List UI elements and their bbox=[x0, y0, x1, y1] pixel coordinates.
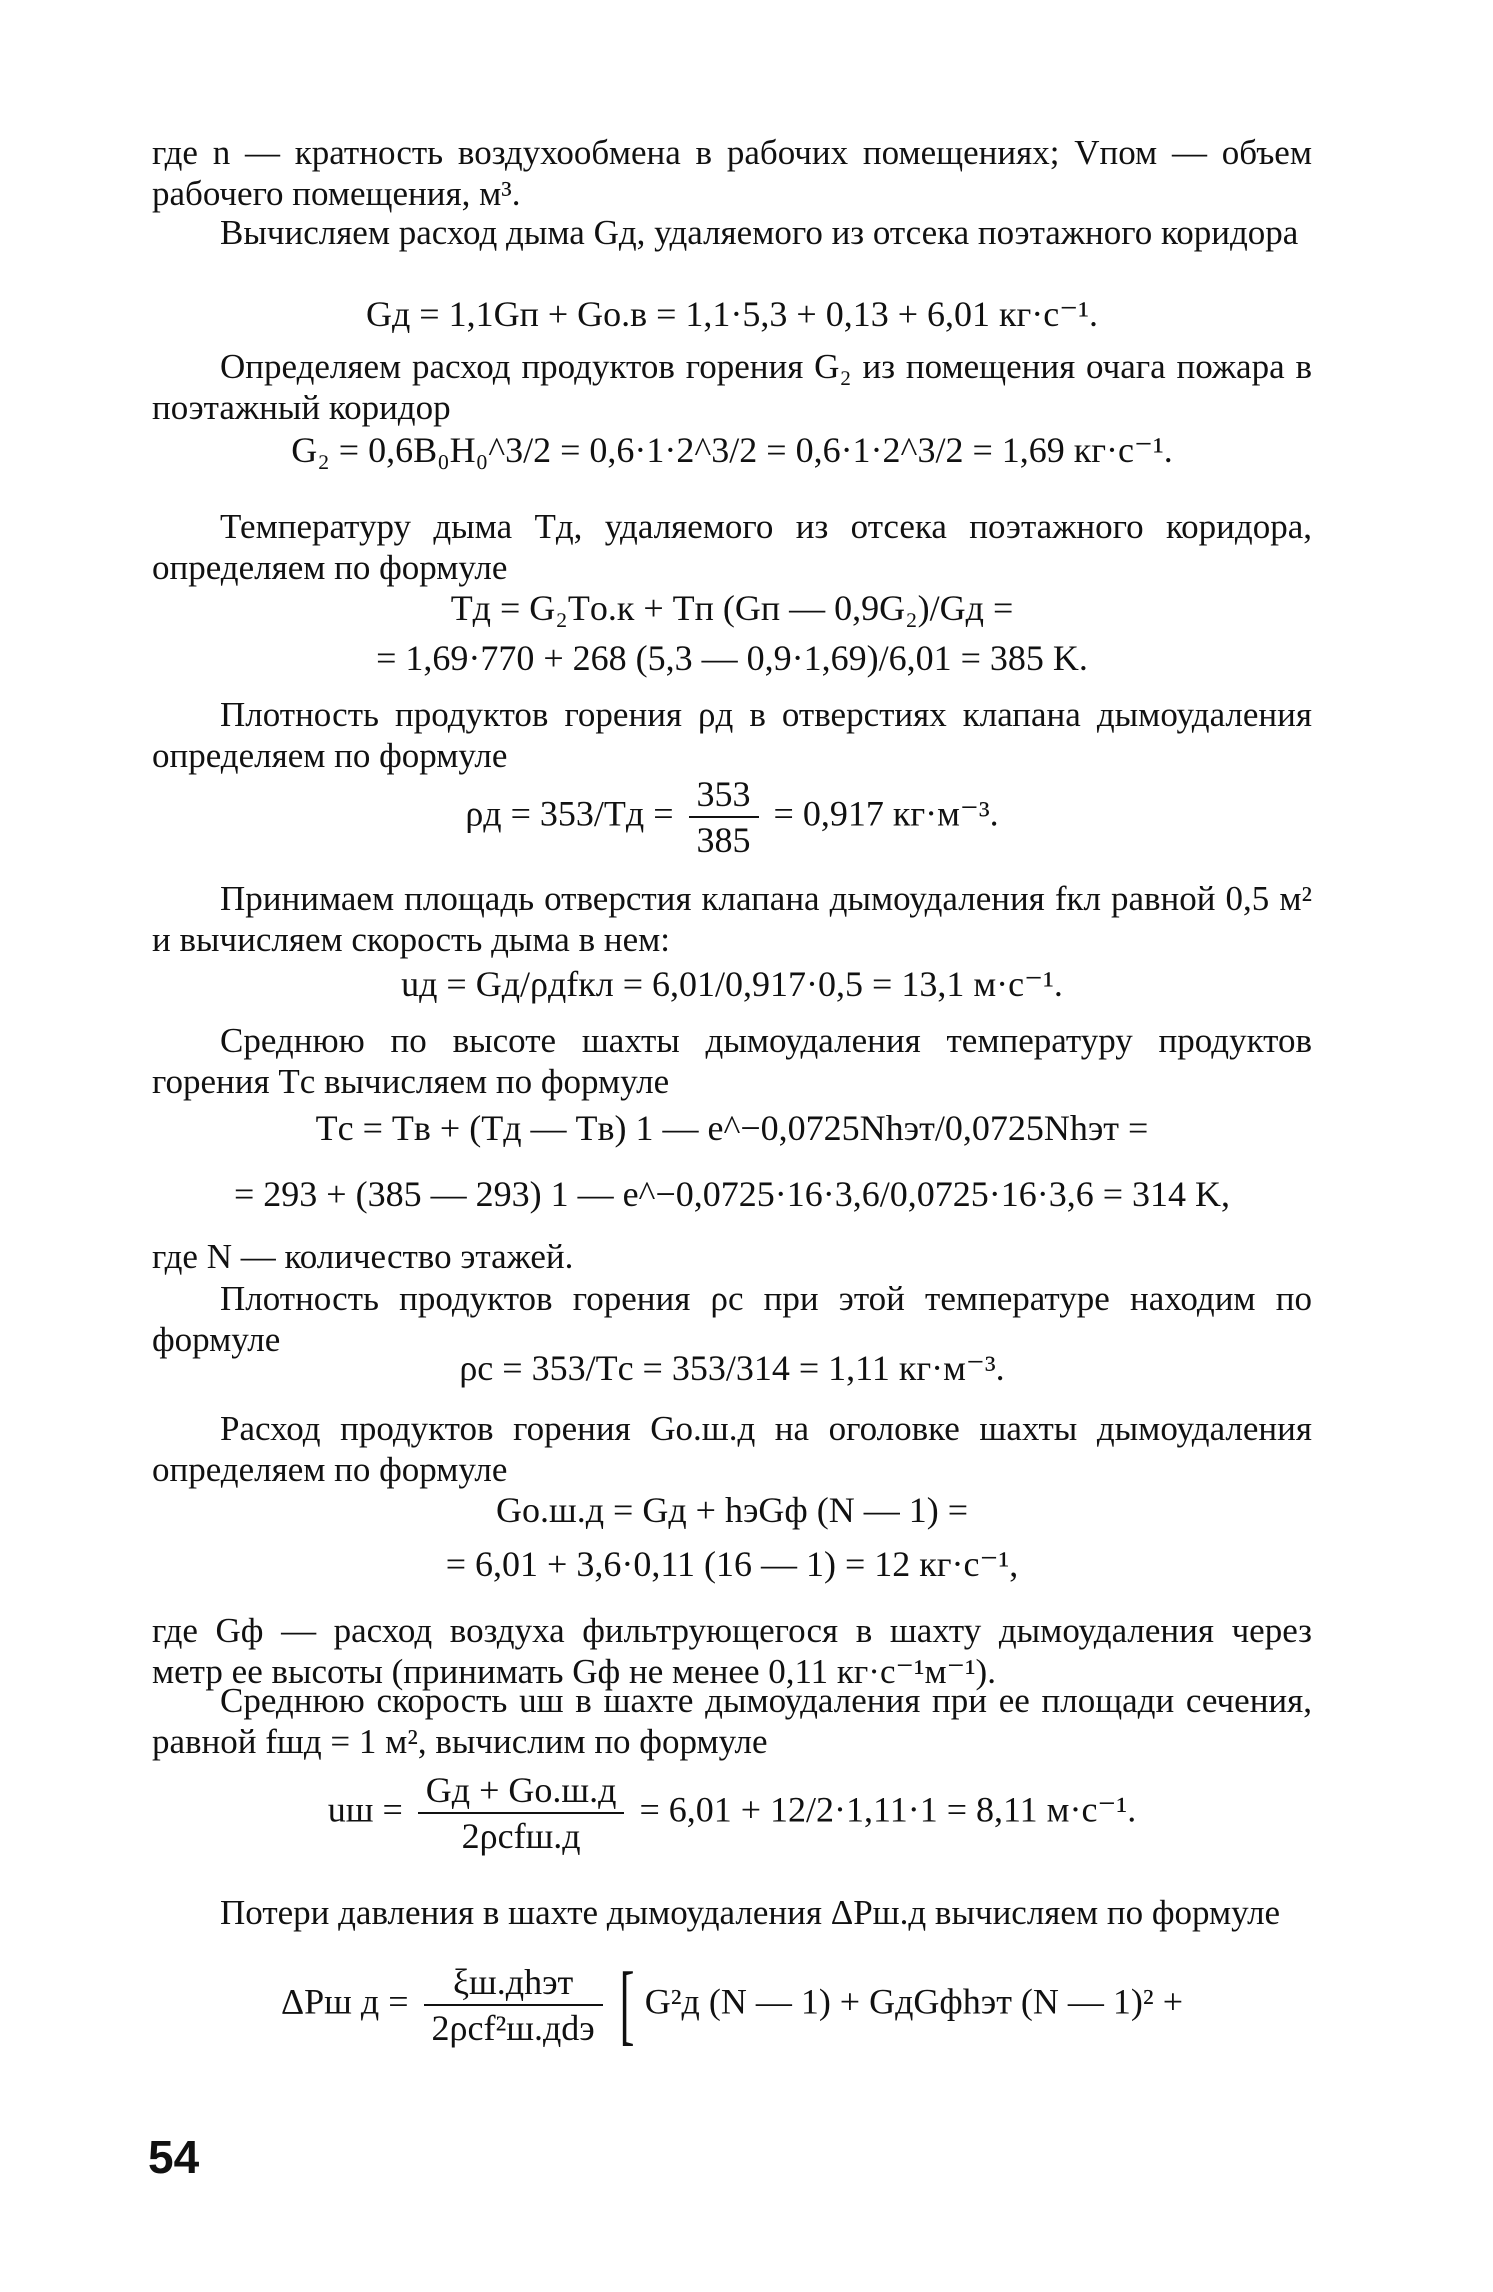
paragraph-9: Плотность продуктов горения ρс при этой температуре находим по формуле bbox=[152, 1279, 1312, 1359]
eq9-fraction bbox=[418, 1770, 625, 1856]
eq10-left: ΔPш д = bbox=[281, 1981, 409, 2022]
left-bracket: [ bbox=[619, 1955, 635, 2054]
paragraph-4: Температуру дыма Tд, удаляемого из отсека поэтажного коридора, определяем по формуле bbox=[152, 507, 1312, 587]
equation-pressure-loss bbox=[152, 1955, 1312, 2054]
equation-shaft-flow-a: Gо.ш.д = Gд + hэGф (N — 1) = bbox=[495, 1490, 968, 1530]
page-number: 54 bbox=[148, 2131, 200, 2183]
eq9-numerator: Gд + Gо.ш.д bbox=[418, 1770, 625, 1814]
paragraph-2: Вычисляем расход дыма Gд, удаляемого из отсека поэтажного коридора bbox=[220, 213, 1299, 252]
eq9-left: uш = bbox=[327, 1789, 403, 1830]
equation-smoke-velocity: uд = Gд/ρдfкл = 6,01/0,917·0,5 = 13,1 м·с⁻¹. bbox=[401, 964, 1063, 1004]
equation-smoke-density bbox=[152, 774, 1312, 860]
equation-shaft-density: ρс = 353/Tс = 353/314 = 1,11 кг·м⁻³. bbox=[459, 1348, 1005, 1388]
paragraph-11: где Gф — расход воздуха фильтрующегося в шахту дымоудаления через метр ее высоты (принимать Gф не менее 0,11 кг·с⁻¹м⁻¹). bbox=[152, 1611, 1312, 1691]
paragraph-5: Плотность продуктов горения ρд в отверстиях клапана дымоудаления определяем по формуле bbox=[152, 695, 1312, 775]
equation-shaft-velocity bbox=[152, 1770, 1312, 1856]
paragraph-3: Определяем расход продуктов горения G₂ из помещения очага пожара в поэтажный коридор bbox=[152, 347, 1312, 427]
eq10-denominator: 2ρсf²ш.дdэ bbox=[431, 2008, 595, 2048]
equation-mean-temp-a: Tс = Tв + (Tд — Tв) 1 — e^−0,0725Nhэт/0,0725Nhэт = bbox=[315, 1108, 1149, 1148]
eq9-denominator: 2ρсfш.д bbox=[461, 1816, 581, 1856]
eq10-right: G²д (N — 1) + GдGфhэт (N — 1)² + bbox=[644, 1981, 1183, 2022]
equation-smoke-flow: Gд = 1,1Gп + Gо.в = 1,1·5,3 + 0,13 + 6,01 кг·с⁻¹. bbox=[365, 294, 1099, 334]
eq10-fraction bbox=[424, 1962, 603, 2048]
equation-mean-temp-b: = 293 + (385 — 293) 1 — e^−0,0725·16·3,6/0,0725·16·3,6 = 314 K, bbox=[233, 1174, 1230, 1214]
eq4-numerator: 353 bbox=[689, 774, 759, 818]
eq4-right: = 0,917 кг·м⁻³. bbox=[773, 793, 999, 834]
eq4-left: ρд = 353/Tд = bbox=[465, 793, 674, 834]
paragraph-13: Потери давления в шахте дымоудаления ΔPш.д вычисляем по формуле bbox=[220, 1893, 1281, 1932]
equation-shaft-flow-b: = 6,01 + 3,6·0,11 (16 — 1) = 12 кг·с⁻¹, bbox=[445, 1544, 1019, 1584]
eq10-numerator: ξш.дhэт bbox=[424, 1962, 603, 2006]
equation-smoke-temp-b: = 1,69·770 + 268 (5,3 — 0,9·1,69)/6,01 = 385 K. bbox=[376, 638, 1088, 678]
eq9-right: = 6,01 + 12/2·1,11·1 = 8,11 м·с⁻¹. bbox=[639, 1789, 1137, 1830]
equation-combustion-flow: G₂ = 0,6B₀H₀^3/2 = 0,6·1·2^3/2 = 0,6·1·2^3/2 = 1,69 кг·с⁻¹. bbox=[291, 430, 1173, 470]
paragraph-8: где N — количество этажей. bbox=[152, 1237, 574, 1276]
paragraph-6: Принимаем площадь отверстия клапана дымоудаления fкл равной 0,5 м² и вычисляем скорость дыма в нем: bbox=[152, 879, 1312, 959]
eq4-denominator: 385 bbox=[696, 820, 751, 860]
eq4-fraction bbox=[689, 774, 759, 860]
paragraph-7: Среднюю по высоте шахты дымоудаления температуру продуктов горения Tс вычисляем по формуле bbox=[152, 1021, 1312, 1101]
equation-smoke-temp-a: Tд = G₂Tо.к + Tп (Gп — 0,9G₂)/Gд = bbox=[450, 588, 1014, 628]
paragraph-12: Среднюю скорость uш в шахте дымоудаления при ее площади сечения, равной fшд = 1 м², вычислим по формуле bbox=[152, 1681, 1312, 1761]
paragraph-10: Расход продуктов горения Gо.ш.д на оголовке шахты дымоудаления определяем по формуле bbox=[152, 1409, 1312, 1489]
paragraph-1: где n — кратность воздухообмена в рабочих помещениях; Vпом — объем рабочего помещения, м³. bbox=[152, 133, 1312, 213]
